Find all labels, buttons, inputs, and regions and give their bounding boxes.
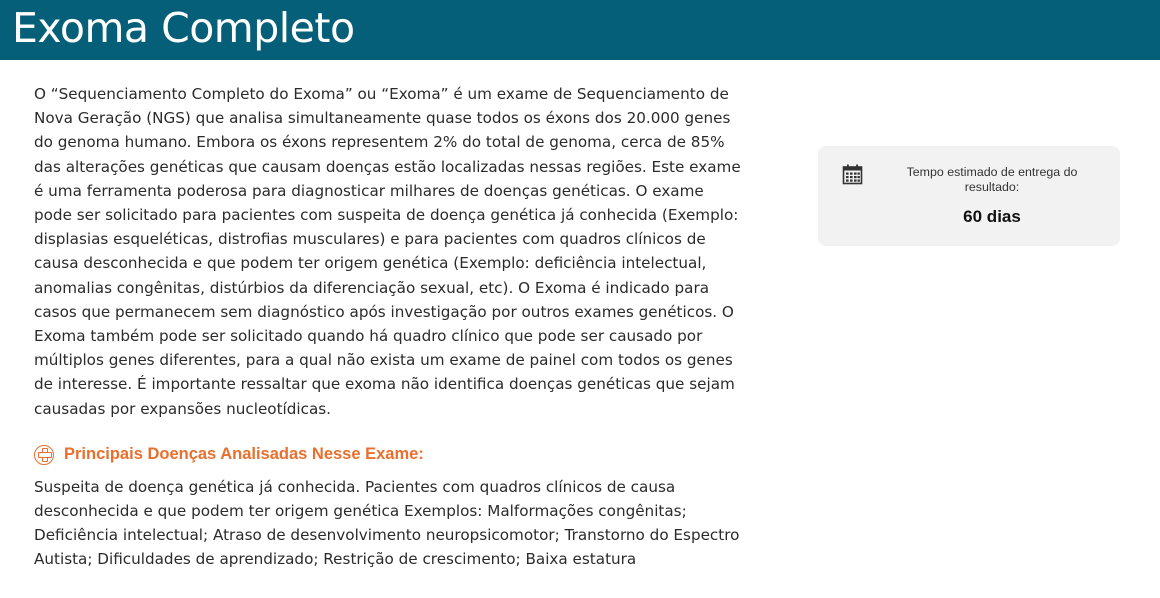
diseases-section-title: Principais Doenças Analisadas Nesse Exame: bbox=[64, 445, 424, 464]
page-title: Exoma Completo bbox=[12, 4, 355, 52]
diseases-text: Suspeita de doença genética já conhecida. Pacientes com quadros clínicos de causa desconhecida e que podem ter origem genética Exemplos: Malformações congênitas; Deficiência intelectual; Atraso de desenvolvimento neuropsicomotor; Transtorno do Espectro Autista; Dificuldades de aprendizado; Restrição de crescimento; Baixa estatura bbox=[34, 477, 740, 569]
delivery-time-label: Tempo estimado de entrega do resultado: bbox=[906, 165, 1078, 194]
plus-circle-icon bbox=[34, 445, 54, 465]
main-content bbox=[34, 82, 744, 572]
delivery-time-card bbox=[818, 146, 1120, 246]
exam-description: O “Sequenciamento Completo do Exoma” ou “Exoma” é um exame de Sequenciamento de Nova Geração (NGS) que analisa simultaneamente quase todos os éxons dos 20.000 genes do genoma humano. Embora os éxons representem 2% do total de genoma, cerca de 85% das alterações genéticas que causam doenças estão localizadas nessas regiões. Este exame é uma ferramenta poderosa para diagnosticar milhares de doenças genéticas. O exame pode ser solicitado para pacientes com suspeita de doença genética já conhecida (Exemplo: displasias esqueléticas, distrofias musculares) e para pacientes com quadros clínicos de causa desconhecida e que podem ter origem genética (Exemplo: deficiência intelectual, anomalias congênitas, distúrbios da diferenciação sexual, etc). O Exoma é indicado para casos que permanecem sem diagnóstico após investigação por outros exames genéticos. O Exoma também pode ser solicitado quando há quadro clínico que pode ser causado por múltiplos genes diferentes, para a qual não exista um exame de painel com todos os genes de interesse. É importante ressaltar que exoma não identifica doenças genéticas que sejam causadas por expansões nucleotídicas. bbox=[34, 85, 741, 418]
calendar-icon bbox=[842, 164, 863, 185]
diseases-section-heading bbox=[34, 445, 744, 465]
page-header bbox=[0, 0, 1160, 60]
delivery-time-value: 60 dias bbox=[963, 207, 1021, 226]
